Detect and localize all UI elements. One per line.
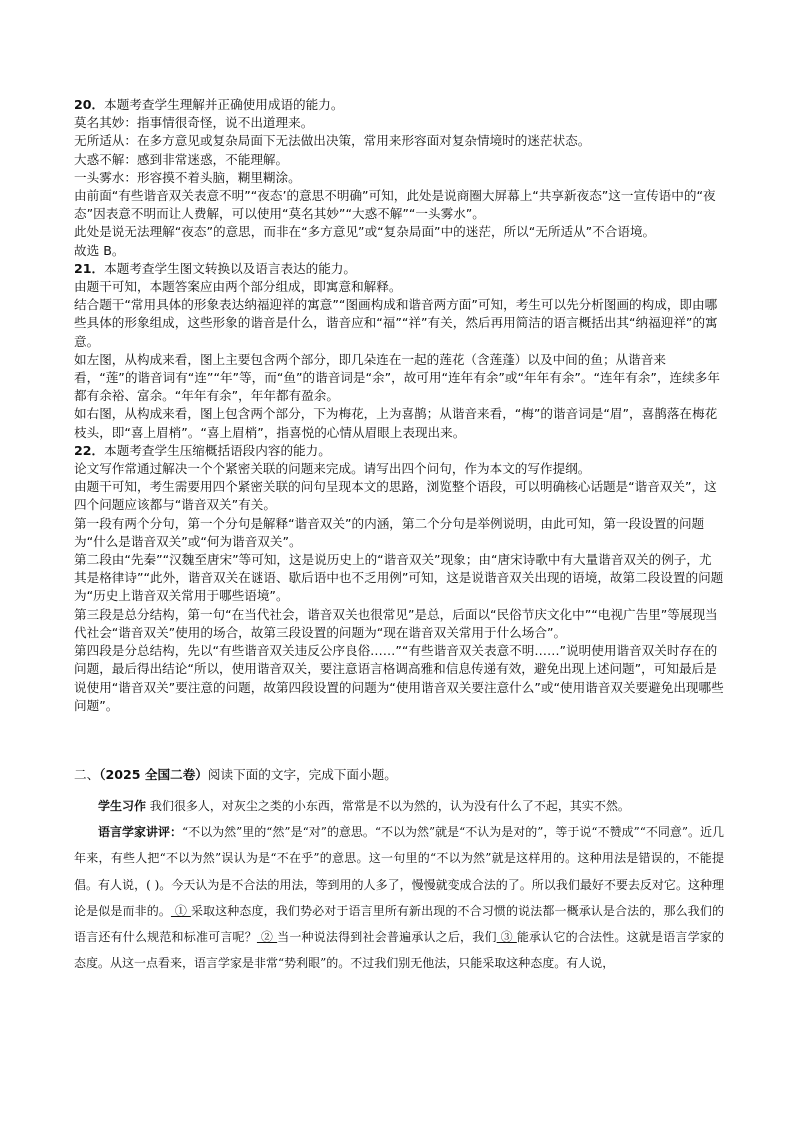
paragraph-tag: 学生习作 — [98, 799, 147, 813]
q21-line: 由题干可知，本题答案应由两个部分组成，即寓意和解释。 — [74, 279, 402, 295]
question-intro: 本题考查学生图文转换以及语言表达的能力。 — [104, 260, 356, 276]
q22-line: 第一段有两个分句，第一个分句是解释“谐音双关”的内涵，第二个分句是举例说明，由此可知，第一段设置的问题为“什么是谐音双关”或“何为谐音双关”。 — [74, 515, 705, 549]
student-essay-paragraph — [74, 793, 724, 819]
paragraph-text: 我们很多人，对灰尘之类的小东西，常常是不以为然的，认为没有什么了不起，其实不然。 — [146, 799, 630, 813]
question-number: 20． — [74, 97, 105, 112]
question-number: 21． — [74, 260, 105, 276]
blank-3: ③ — [496, 930, 517, 945]
q20-line: 大惑不解：感到非常迷惑，不能理解。 — [74, 151, 289, 167]
q20-answer: 故选 B。 — [74, 242, 125, 258]
paragraph-text: “不以为然”里的“然”是“对”的意思。“不以为然”就是“不认为是对的”，等于说“不赞成”“不同意”。近几年来，有些人把“不以为然”误认为是“不在乎”的意思。这一句里的“不以为然”就是这样用的。这种用法是错误的，不能提倡。有人说，( )。今天认为是不合法的用法，等到用的人多了，慢慢就变成合法的了。所以我们最好不要去反对它。这种理论是似是而非的。 — [74, 825, 724, 918]
paragraph-text: 当一种说法得到社会普遍承认之后，我们 — [277, 930, 497, 945]
section-heading — [74, 766, 724, 784]
q21-line: 结合题干“常用具体的形象表达纳福迎祥的寓意”“图画构成和谐音两方面”可知，考生可以先分析图画的构成，即由哪些具体的形象组成，这些形象的谐音是什么，谐音应和“福”“祥”有关，然后再用简洁的语言概括出其“纳福迎祥”的寓意。 — [74, 297, 718, 349]
paragraph-text: 采取这种态度，我们势必对于语言里所有新出现的不合习惯的说法都一概承认是合法的，那么我们的语言还有什么规范和标准可言呢？ — [74, 903, 724, 945]
q21-line: 如左图，从构成来看，图上主要包含两个部分，即几朵连在一起的莲花（含莲蓬）以及中间的鱼；从谐音来看，“莲”的谐音词有“连”“年”等，而“鱼”的谐音词是“余”，故可用“连年有余”或“年年有余”。“连年有余”，连续多年都有余裕、富余。“年年有余”，年年都有盈余。 — [74, 351, 720, 404]
q22-line: 论文写作常通过解决一个个紧密关联的问题来完成。请写出四个问句，作为本文的写作提纲。 — [74, 461, 591, 477]
paragraph-tag: 语言学家讲评： — [98, 825, 183, 840]
q22-line: 第四段是分总结构，先以“有些谐音双关违反公序良俗……”“有些谐音双关表意不明……”说明使用谐音双关时存在的问题，最后得出结论“所以，使用谐音双关，要注意语言格调高雅和信息传递有效，避免出现上述问题”，可知最后是说使用“谐音双关”要注意的问题，故第四段设置的问题为“使用谐音双关要注意什么”或“使用谐音双关要避免出现哪些问题”。 — [74, 643, 724, 713]
reading-passage — [74, 793, 724, 976]
q20-line: 此处是说无法理解“夜态”的意思，而非在“多方意见”或“复杂局面”中的迷茫，所以“无所适从”不合语境。 — [74, 224, 656, 240]
q20-line: 由前面“有些谐音双关表意不明”“夜态’的意思不明确”可知，此处是说商圈大屏幕上“共享新夜态”这一宣传语中的“夜态”因表意不明而让人费解，可以使用“莫名其妙”“大惑不解”“一头雾水”。 — [74, 188, 716, 222]
q21-intro — [74, 260, 724, 278]
section-instruction: 阅读下面的文字，完成下面小题。 — [207, 767, 397, 782]
section-number: 二、 — [74, 767, 100, 782]
answer-explanations — [74, 96, 724, 715]
question-number: 22． — [74, 442, 105, 458]
exam-source: （2025 全国二卷） — [99, 767, 208, 782]
q20-intro — [74, 96, 724, 114]
q22-line: 由题干可知，考生需要用四个紧密关联的问句呈现本文的思路，浏览整个语段，可以明确核心话题是“谐音双关”，这四个问题应该都与“谐音双关”有关。 — [74, 479, 717, 513]
blank-1: ① — [170, 903, 191, 918]
q22-intro — [74, 442, 724, 460]
blank-2: ② — [256, 930, 278, 945]
q20-line: 一头雾水：形容摸不着头脑，糊里糊涂。 — [74, 169, 301, 185]
question-intro: 本题考查学生理解并正确使用成语的能力。 — [104, 97, 344, 112]
q22-line: 第二段由“先秦”“汉魏至唐宋”等可知，这是说历史上的“谐音双关”现象；由“唐宋诗歌中有大量谐音双关的例子，尤其是格律诗”“此外，谐音双关在谜语、歇后语中也不乏用例”可知，这是说谐音双关出现的语境，故第二段设置的问题为“历史上谐音双关常用于哪些语境”。 — [74, 552, 724, 604]
paragraph-text: 能承认它的合法性。这就是语言学家的态度。从这一点看来，语言学家是非常“势利眼”的。不过我们别无他法，只能采取这种态度。有人说， — [74, 930, 724, 971]
q20-line: 莫名其妙：指事情很奇怪，说不出道理来。 — [74, 115, 314, 131]
linguist-comment-paragraph — [74, 819, 724, 976]
question-intro: 本题考查学生压缩概括语段内容的能力。 — [104, 442, 331, 458]
q20-line: 无所适从：在多方意见或复杂局面下无法做出决策，常用来形容面对复杂情境时的迷茫状态。 — [74, 133, 591, 149]
q22-line: 第三段是总分结构，第一句“在当代社会，谐音双关也很常见”是总，后面以“民俗节庆文化中”“电视广告里”等展现当代社会“谐音双关”使用的场合，故第三段设置的问题为“现在谐音双关常用于什么场合”。 — [74, 606, 718, 640]
q21-line: 如右图，从构成来看，图上包含两个部分，下为梅花，上为喜鹊；从谐音来看，“梅”的谐音词是“眉”，喜鹊落在梅花枝头，即“喜上眉梢”。“喜上眉梢”，指喜悦的心情从眉眼上表现出来。 — [74, 406, 718, 440]
